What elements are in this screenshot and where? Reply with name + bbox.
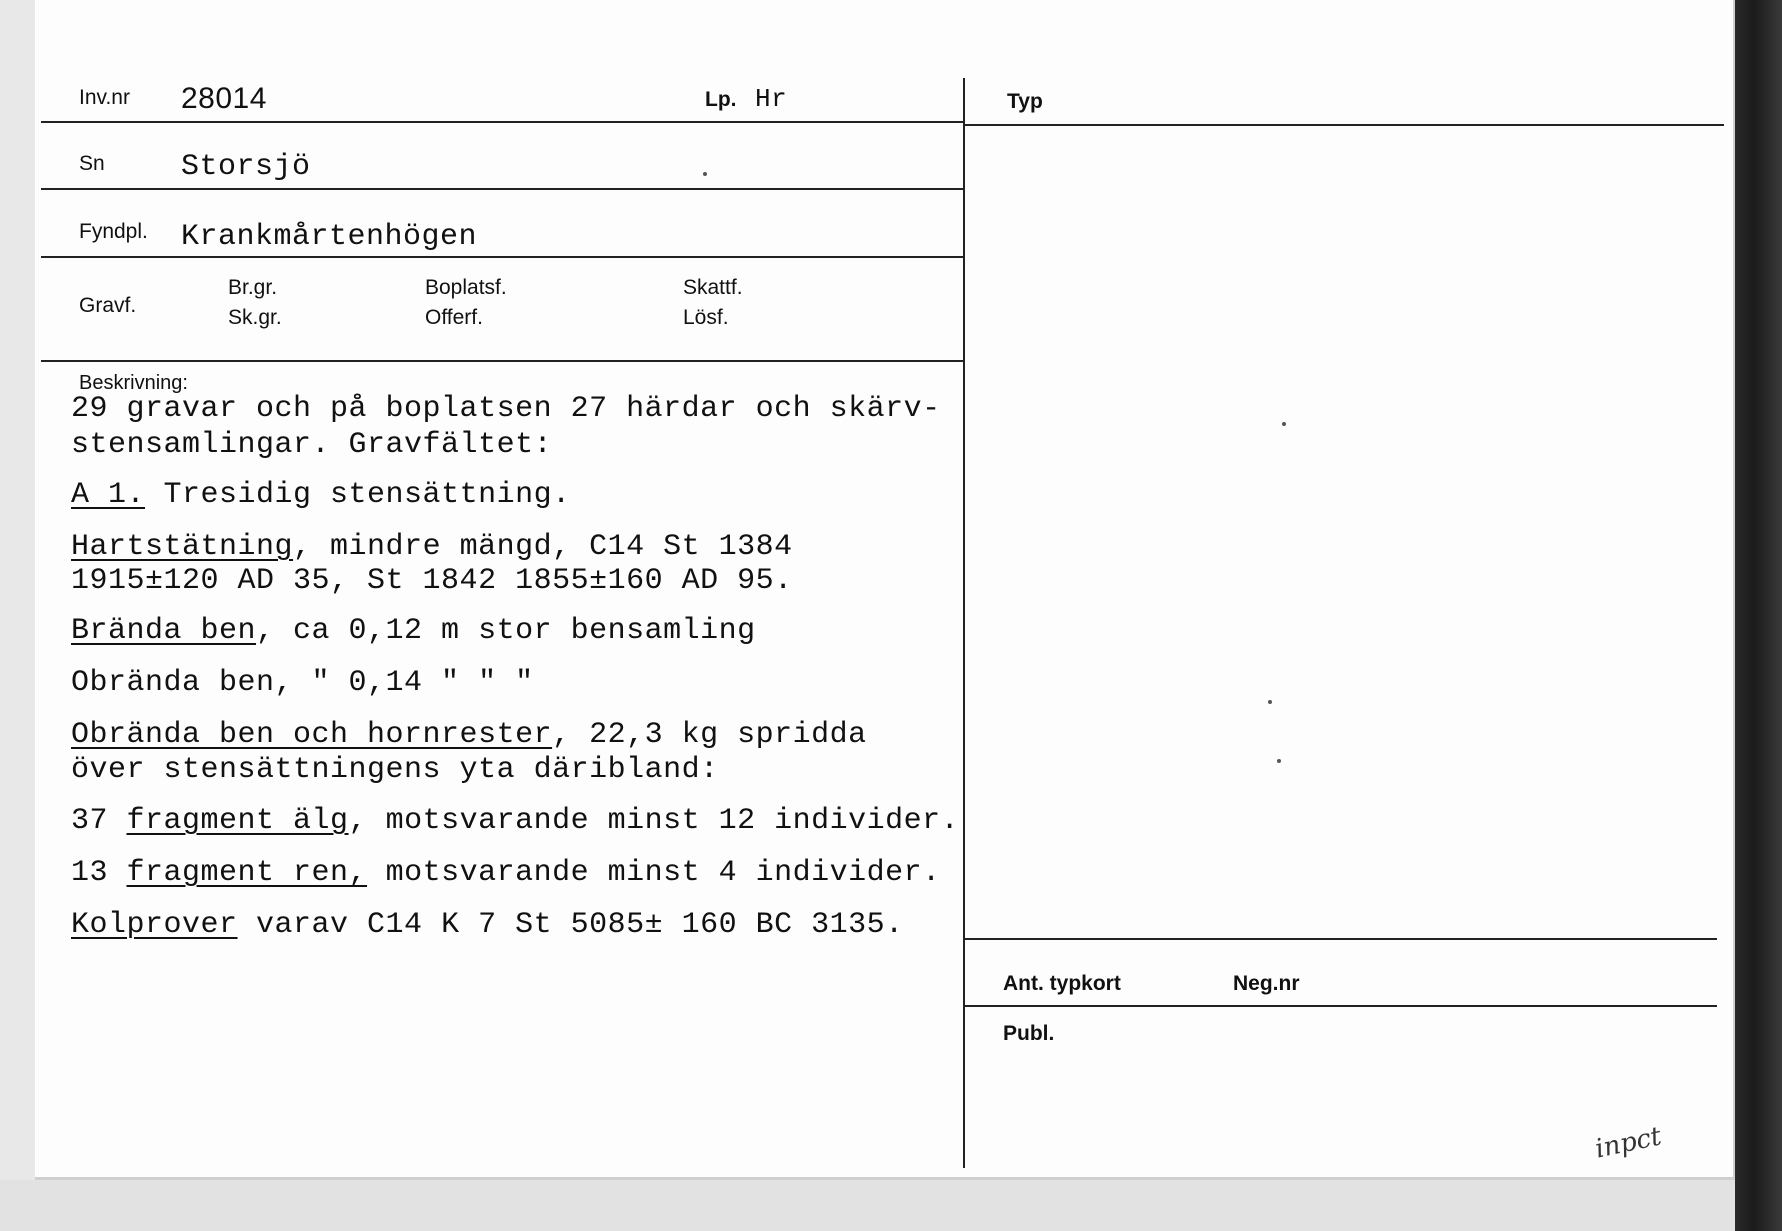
scan-speck: [1282, 422, 1286, 426]
lp-label: Lp.: [705, 88, 737, 111]
brgr-label: Br.gr.: [228, 276, 278, 299]
alg-heading: fragment älg: [126, 804, 349, 838]
ren-count: 13: [71, 856, 127, 890]
rule-typ: [965, 124, 1724, 126]
desc-kol-line: [71, 908, 904, 942]
rule-fyndpl: [41, 256, 963, 258]
scan-speck: [703, 172, 707, 176]
kol-text: varav C14 K 7 St 5085± 160 BC 3135.: [237, 908, 904, 942]
index-card: [35, 0, 1735, 1180]
rule-neg: [965, 1005, 1717, 1007]
obh-text: , 22,3 kg spridda: [552, 718, 867, 752]
inv-value: 28014: [181, 82, 267, 115]
typ-label: Typ: [1007, 90, 1043, 113]
ant-typkort-label: Ant. typkort: [1003, 972, 1121, 995]
scan-background-right: [1735, 0, 1782, 1231]
rule-sn: [41, 188, 963, 190]
losf-label: Lösf.: [683, 306, 729, 329]
hart-text: , mindre mängd, C14 St 1384: [293, 530, 793, 564]
fyndpl-value: Krankmårtenhögen: [181, 220, 478, 254]
obh-heading: Obrända ben och hornrester: [71, 718, 553, 752]
desc-hart-line: [71, 530, 793, 564]
lp-value: Hr: [755, 84, 788, 114]
sn-value: Storsjö: [181, 150, 311, 184]
ren-heading: fragment ren,: [126, 856, 368, 890]
alg-text: , motsvarande minst 12 individer.: [348, 804, 960, 838]
branda-heading: Brända ben: [71, 614, 257, 648]
sn-label: Sn: [79, 152, 105, 175]
desc-alg-line: [71, 804, 959, 838]
desc-obh-line-2: över stensättningens yta däribland:: [71, 753, 719, 787]
branda-text: , ca 0,12 m stor bensamling: [256, 614, 756, 648]
fyndpl-label: Fyndpl.: [79, 220, 148, 243]
desc-a1-line: [71, 478, 571, 512]
hart-heading: Hartstätning: [71, 530, 294, 564]
publ-label: Publ.: [1003, 1022, 1055, 1045]
desc-obranda-line: Obrända ben, " 0,14 " " ": [71, 666, 534, 700]
boplatsf-label: Boplatsf.: [425, 276, 507, 299]
neg-nr-label: Neg.nr: [1233, 972, 1300, 995]
scan-background-bottom: [0, 1180, 1782, 1231]
rule-inv: [41, 121, 963, 123]
kol-heading: Kolprover: [71, 908, 238, 942]
skattf-label: Skattf.: [683, 276, 743, 299]
desc-line-1: 29 gravar och på boplatsen 27 härdar och skärv-: [71, 392, 941, 426]
rule-categories: [41, 360, 963, 362]
desc-ren-line: [71, 856, 941, 890]
a1-heading: A 1.: [71, 478, 146, 512]
beskrivning-label: Beskrivning:: [79, 372, 188, 394]
offerf-label: Offerf.: [425, 306, 483, 329]
scan-speck: [1277, 759, 1281, 763]
handwritten-note: inpct: [1592, 1121, 1665, 1165]
rule-ant: [965, 938, 1717, 940]
desc-branda-line: [71, 614, 756, 648]
desc-obh-line: [71, 718, 867, 752]
inv-label: Inv.nr: [79, 86, 130, 109]
ren-text: motsvarande minst 4 individer.: [367, 856, 941, 890]
alg-count: 37: [71, 804, 127, 838]
scan-speck: [1268, 700, 1272, 704]
desc-hart-line-2: 1915±120 AD 35, St 1842 1855±160 AD 95.: [71, 564, 793, 598]
desc-line-2: stensamlingar. Gravfältet:: [71, 428, 553, 462]
gravf-label: Gravf.: [79, 294, 137, 317]
a1-text: Tresidig stensättning.: [145, 478, 571, 512]
skgr-label: Sk.gr.: [228, 306, 282, 329]
